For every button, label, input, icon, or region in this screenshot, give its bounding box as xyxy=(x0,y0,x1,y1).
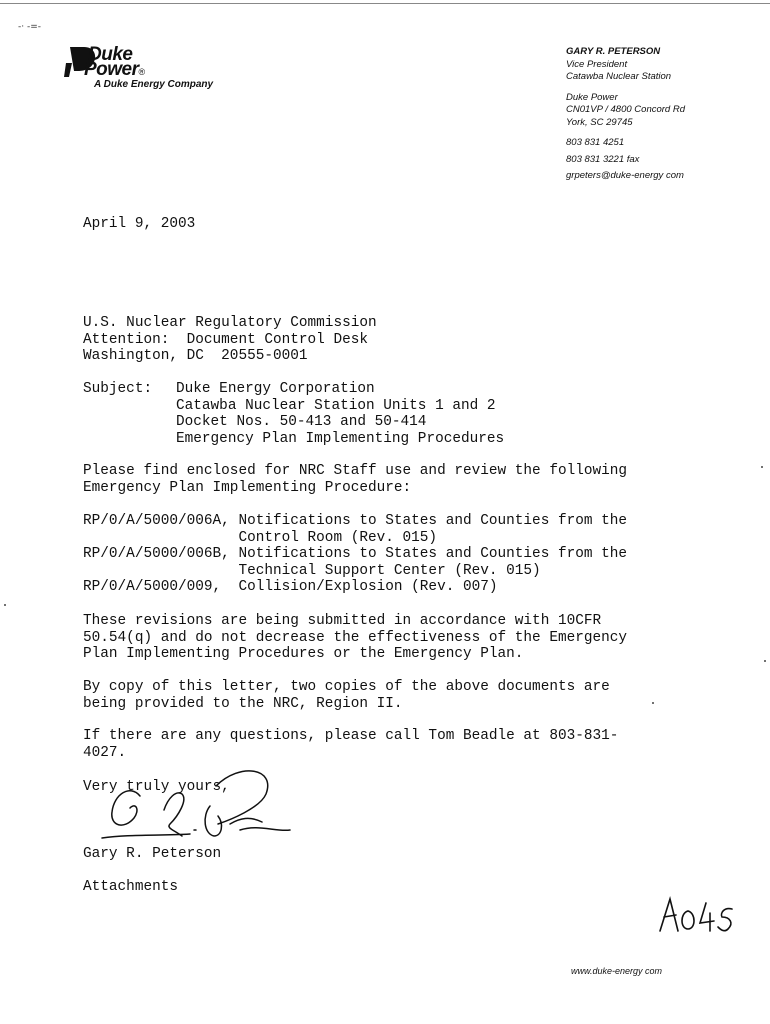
handwritten-note xyxy=(658,895,736,935)
sender-fax: 803 831 3221 fax xyxy=(566,153,640,165)
logo-word-power: Power® xyxy=(84,59,145,80)
subject-line: Catawba Nuclear Station Units 1 and 2 xyxy=(176,397,496,414)
recipient-line: Washington, DC 20555-0001 xyxy=(83,348,308,365)
sender-station: Catawba Nuclear Station xyxy=(566,71,672,82)
scan-speck xyxy=(652,702,654,704)
recipient-line: Attention: Document Control Desk xyxy=(83,331,368,348)
intro-line: Emergency Plan Implementing Procedure: xyxy=(83,479,412,496)
questions-paragraph xyxy=(83,728,618,761)
scan-artifact: -· -=- xyxy=(18,22,42,32)
closing-line: Very truly yours, xyxy=(83,779,230,795)
sender-address-line2: York, SC 29745 xyxy=(566,116,633,128)
duke-power-logo xyxy=(64,44,244,94)
subject-line: Emergency Plan Implementing Procedures xyxy=(176,430,505,447)
scan-speck xyxy=(761,466,763,468)
footer-website: www.duke-energy com xyxy=(571,966,663,976)
signer-name: Gary R. Peterson xyxy=(83,846,222,862)
procedure-line: RP/0/A/5000/006A, Notifications to States and Counties from the xyxy=(83,513,628,529)
subject-block xyxy=(176,381,504,447)
procedure-line: Technical Support Center (Rev. 015) xyxy=(83,562,541,579)
procedure-line: Control Room (Rev. 015) xyxy=(83,529,438,546)
questions-line: 4027. xyxy=(83,744,127,761)
procedure-line: RP/0/A/5000/006B, Notifications to States and Counties from the xyxy=(83,546,628,563)
letter-date: April 9, 2003 xyxy=(83,216,196,232)
procedure-line: RP/0/A/5000/009, Collision/Explosion (Rev. 007) xyxy=(83,579,498,596)
subject-line: Docket Nos. 50-413 and 50-414 xyxy=(176,414,427,431)
revisions-paragraph xyxy=(83,613,627,663)
subject-line: Duke Energy Corporation xyxy=(176,381,375,397)
intro-paragraph xyxy=(83,463,627,496)
logo-word-duke: Duke xyxy=(88,44,133,65)
questions-line: If there are any questions, please call Tom Beadle at 803-831- xyxy=(83,728,619,744)
copies-paragraph xyxy=(83,679,610,712)
sender-title: Vice President xyxy=(566,58,628,70)
handwritten-signature xyxy=(90,764,300,856)
copies-line: being provided to the NRC, Region II. xyxy=(83,695,403,712)
sender-email: grpeters@duke-energy com xyxy=(566,170,684,181)
top-rule xyxy=(0,3,770,4)
procedure-list xyxy=(83,513,627,596)
revisions-line: 50.54(q) and do not decrease the effectiveness of the Emergency xyxy=(83,629,628,646)
logo-tagline: A Duke Energy Company xyxy=(94,79,214,90)
sender-name: GARY R. PETERSON xyxy=(566,46,661,57)
revisions-line: These revisions are being submitted in accordance with 10CFR xyxy=(83,613,602,629)
revisions-line: Plan Implementing Procedures or the Emergency Plan. xyxy=(83,646,524,663)
sender-block xyxy=(566,46,685,183)
scan-speck xyxy=(764,660,766,662)
subject-label: Subject: xyxy=(83,381,153,397)
scan-speck xyxy=(4,604,6,606)
sender-address-line1: CN01VP / 4800 Concord Rd xyxy=(566,104,685,115)
copies-line: By copy of this letter, two copies of the above documents are xyxy=(83,679,610,695)
sender-company: Duke Power xyxy=(566,91,618,103)
sender-phone: 803 831 4251 xyxy=(566,137,625,148)
recipient-line: U.S. Nuclear Regulatory Commission xyxy=(83,315,377,331)
intro-line: Please find enclosed for NRC Staff use and review the following xyxy=(83,463,628,479)
recipient-block xyxy=(83,315,377,365)
attachments-label: Attachments xyxy=(83,879,178,895)
